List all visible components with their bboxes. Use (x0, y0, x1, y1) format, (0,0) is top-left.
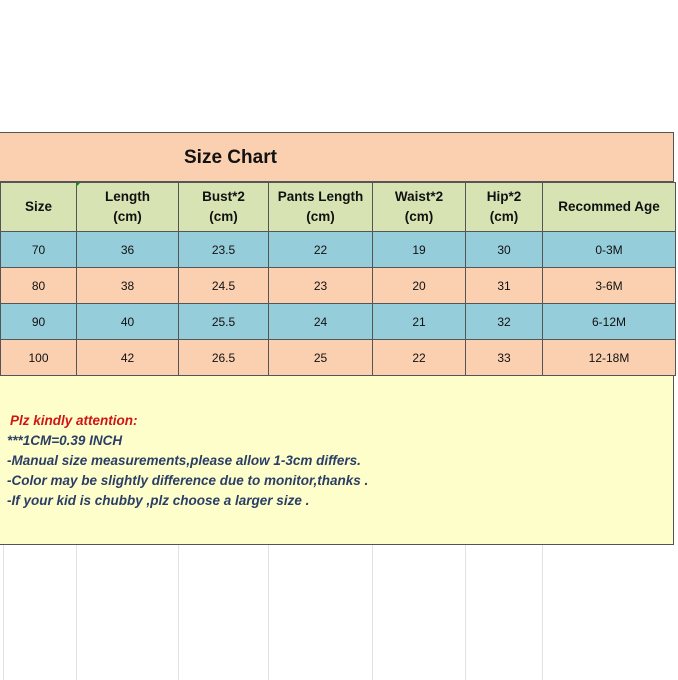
note-line: -If your kid is chubby ,plz choose a larger size . (7, 493, 310, 508)
note-line: ***1CM=0.39 INCH (7, 433, 123, 448)
header-bust: Bust*2 (cm) (179, 183, 269, 232)
title-row (0, 132, 674, 182)
header-hip: Hip*2 (cm) (466, 183, 543, 232)
size-table (0, 182, 676, 376)
cell-comment-marker (76, 183, 80, 187)
table-row: 80 38 24.5 23 20 31 3-6M (1, 268, 676, 304)
notes-title: Plz kindly attention: (10, 413, 138, 428)
header-age: Recommed Age (543, 183, 676, 232)
header-row (1, 183, 676, 232)
table-row: 70 36 23.5 22 19 30 0-3M (1, 232, 676, 268)
header-waist: Waist*2 (cm) (373, 183, 466, 232)
header-size: Size (1, 183, 77, 232)
notes-box (0, 375, 674, 545)
table-row: 90 40 25.5 24 21 32 6-12M (1, 304, 676, 340)
header-pants-length: Pants Length (cm) (269, 183, 373, 232)
note-line: -Manual size measurements,please allow 1-3cm differs. (7, 453, 361, 468)
header-length: Length (cm) (77, 183, 179, 232)
note-line: -Color may be slightly difference due to monitor,thanks . (7, 473, 369, 488)
table-row: 100 42 26.5 25 22 33 12-18M (1, 340, 676, 376)
page-title: Size Chart (184, 147, 277, 168)
